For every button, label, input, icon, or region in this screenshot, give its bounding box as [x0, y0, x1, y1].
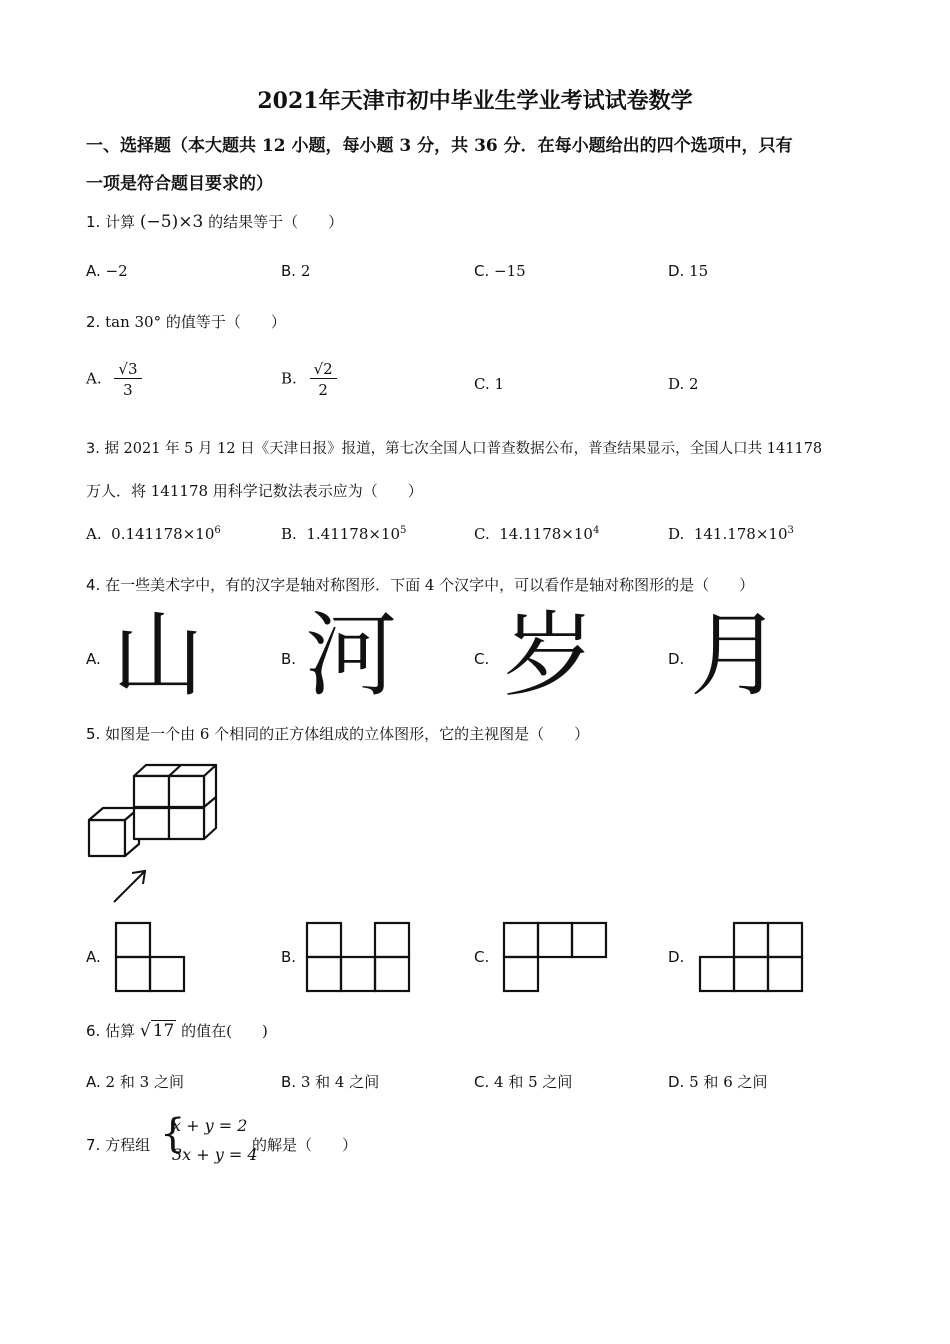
equation-1: x + y = 2 — [172, 1116, 248, 1135]
option-d[interactable] — [668, 262, 708, 280]
question-text: 如图是一个由 6 个相同的正方体组成的立体图形，它的主视图是（ ） — [105, 725, 590, 743]
option-d-label[interactable]: D. — [668, 650, 685, 668]
option-value: 141.178×10 — [693, 525, 788, 543]
question-text: 的值等于（ ） — [165, 313, 286, 331]
option-label: B. — [281, 525, 297, 543]
option-label: C. — [474, 525, 490, 543]
option-label: A. — [86, 1073, 101, 1091]
option-d[interactable] — [668, 1071, 768, 1092]
option-b[interactable] — [281, 525, 406, 543]
question-text: 的结果等于（ ） — [208, 213, 344, 231]
page-title: 2021年天津市初中毕业生学业考试试卷数学 — [257, 88, 693, 114]
numerator: √2 — [310, 360, 337, 379]
option-label: C. — [474, 375, 490, 393]
option-a[interactable] — [86, 525, 221, 543]
question-number: 7. — [86, 1136, 101, 1154]
option-label: C. — [474, 262, 490, 280]
math-expression: (−5)×3 — [139, 212, 204, 232]
option-c[interactable] — [474, 1071, 572, 1092]
option-value: 14.1178×10 — [499, 525, 593, 543]
option-c-label[interactable]: C. — [474, 948, 490, 966]
question-text: 据 2021 年 5 月 12 日《天津日报》报道，第七次全国人口普查数据公布，普查结果显示，全国人口共 141178 — [104, 441, 823, 457]
option-d[interactable] — [668, 375, 699, 393]
option-label: D. — [668, 1073, 685, 1091]
option-label: D. — [668, 525, 685, 543]
question-6 — [86, 1020, 268, 1041]
question-number: 2. — [86, 313, 101, 331]
option-b-label[interactable]: B. — [281, 948, 297, 966]
front-view-a — [114, 920, 186, 994]
front-view-b — [305, 920, 411, 994]
question-4 — [86, 574, 754, 595]
option-label: D. — [668, 262, 685, 280]
option-label: D. — [668, 375, 685, 393]
option-label: B. — [281, 262, 297, 280]
question-text: 计算 — [105, 213, 136, 231]
fraction — [310, 360, 337, 399]
option-value: 1 — [494, 375, 505, 393]
option-label: B. — [281, 1073, 297, 1091]
option-value: 2 — [300, 262, 311, 280]
equation-2: 3x + y = 4 — [172, 1145, 258, 1164]
question-number: 4. — [86, 576, 101, 594]
question-text: 的解是（ ） — [252, 1136, 358, 1154]
option-value: 2 — [689, 375, 699, 393]
glyph-sui: 岁 — [503, 602, 596, 709]
question-2 — [86, 311, 286, 332]
glyph-he: 河 — [305, 602, 398, 709]
glyph-yue: 月 — [690, 602, 783, 709]
option-b[interactable] — [281, 1071, 379, 1092]
glyph-shan: 山 — [112, 602, 205, 709]
option-c[interactable] — [474, 262, 526, 280]
exponent: 4 — [592, 525, 600, 536]
option-d[interactable] — [668, 525, 794, 543]
question-number: 5. — [86, 725, 101, 743]
question-3-line2: 万人．将 141178 用科学记数法表示应为（ ） — [86, 482, 423, 500]
question-7 — [86, 1134, 150, 1155]
question-text: 的值在( ) — [181, 1022, 268, 1040]
math-expression: tan 30° — [105, 313, 162, 331]
option-a-label[interactable]: A. — [86, 948, 101, 966]
option-d-label[interactable]: D. — [668, 948, 685, 966]
denominator: 2 — [318, 381, 328, 399]
denominator: 3 — [123, 381, 133, 399]
option-c[interactable] — [474, 525, 599, 543]
option-label: C. — [474, 1073, 490, 1091]
exponent: 3 — [787, 525, 794, 536]
option-b-label[interactable]: B. — [281, 650, 297, 668]
fraction — [114, 360, 141, 399]
question-5 — [86, 723, 589, 744]
option-a-label[interactable]: A. — [86, 650, 101, 668]
option-value: 1.41178×10 — [306, 525, 401, 543]
option-c-label[interactable]: C. — [474, 650, 490, 668]
option-value: 4 和 5 之间 — [494, 1073, 573, 1091]
question-text: 在一些美术字中，有的汉字是轴对称图形．下面 4 个汉字中，可以看作是轴对称图形的是（ ） — [105, 576, 755, 594]
option-value: −15 — [494, 262, 526, 280]
question-text: 方程组 — [105, 1136, 151, 1154]
option-value: 2 和 3 之间 — [105, 1073, 184, 1091]
front-view-c — [502, 920, 608, 994]
option-value: 5 和 6 之间 — [689, 1073, 768, 1091]
option-label: A. — [86, 525, 102, 543]
option-value: 15 — [689, 262, 709, 280]
numerator: √3 — [114, 360, 141, 379]
front-view-d — [698, 920, 806, 994]
option-label: B. — [281, 369, 297, 388]
section-heading-line1: 一、选择题（本大题共 12 小题，每小题 3 分，共 36 分．在每小题给出的四个选项中，只有 — [86, 136, 793, 156]
exponent: 5 — [400, 525, 407, 536]
option-a[interactable] — [86, 1071, 184, 1092]
brace-icon: { — [160, 1111, 186, 1157]
option-label: A. — [86, 262, 101, 280]
question-number: 6. — [86, 1022, 101, 1040]
exponent: 6 — [214, 525, 221, 536]
option-value: 3 和 4 之间 — [300, 1073, 380, 1091]
cube-figure — [84, 760, 224, 910]
option-label: A. — [86, 369, 102, 388]
question-1 — [86, 211, 343, 232]
option-b[interactable] — [281, 360, 337, 399]
option-a[interactable] — [86, 360, 142, 399]
question-text: 估算 — [105, 1022, 136, 1040]
option-value: −2 — [105, 262, 128, 280]
option-b[interactable] — [281, 262, 310, 280]
question-number: 1. — [86, 213, 101, 231]
option-a[interactable] — [86, 262, 128, 280]
option-c[interactable] — [474, 375, 504, 393]
option-value: 0.141178×10 — [111, 525, 215, 543]
radicand: 17 — [152, 1021, 175, 1041]
sqrt-expression: √ 17 — [139, 1021, 175, 1041]
question-3 — [86, 437, 822, 458]
section-heading-line2: 一项是符合题目要求的） — [86, 174, 273, 194]
question-number: 3. — [86, 441, 100, 457]
